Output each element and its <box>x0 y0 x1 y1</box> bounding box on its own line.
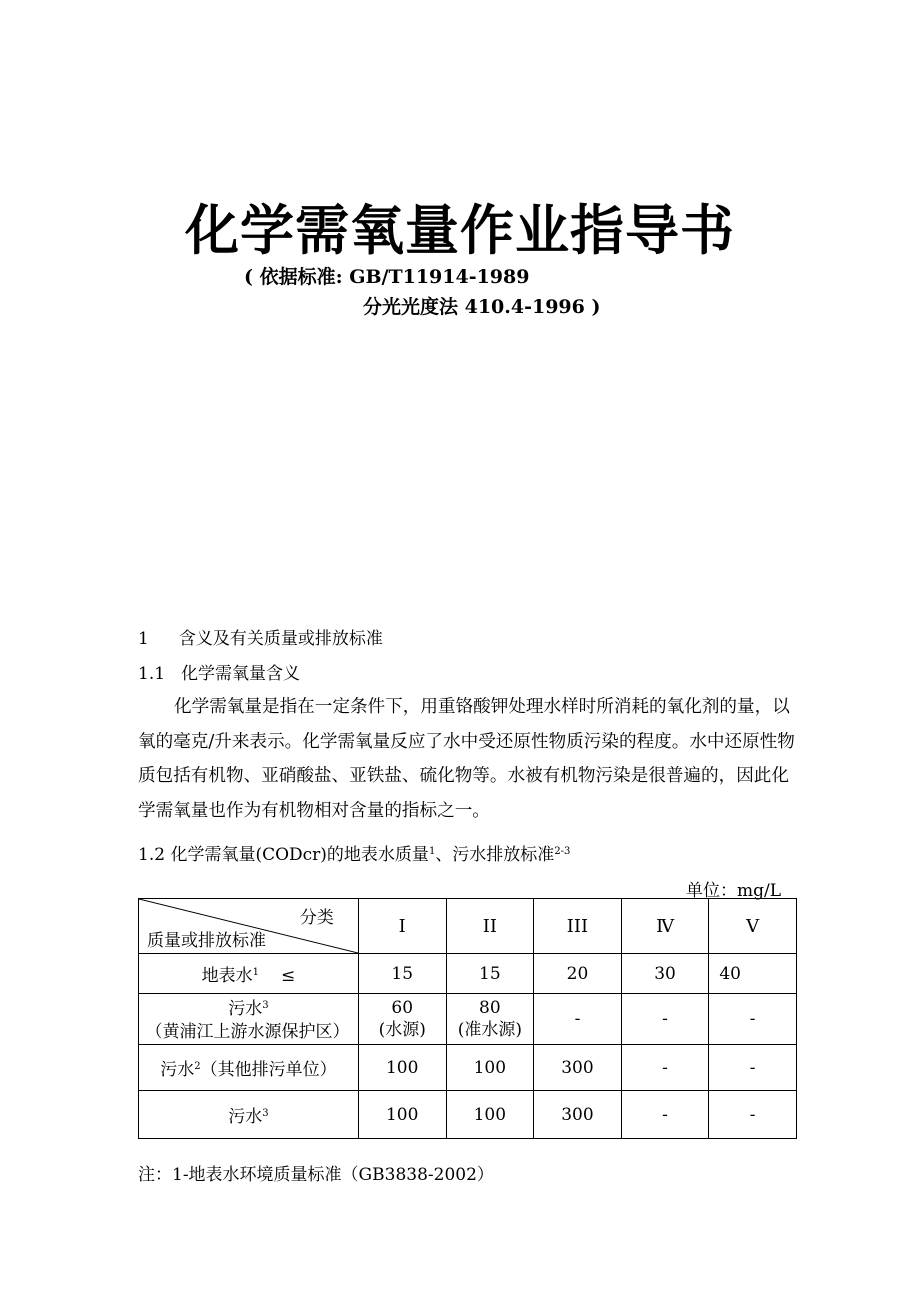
section-1-2-text: 1.2 化学需氧量(CODcr)的地表水质量 <box>138 845 429 865</box>
table-cell: 60 (水源) <box>358 994 446 1045</box>
table-cell: 100 <box>446 1045 534 1091</box>
page-title: 化学需氧量作业指导书 <box>185 199 735 262</box>
section-1-1-title: 化学需氧量含义 <box>181 664 301 684</box>
table-row <box>139 1045 797 1091</box>
row-label-sup: 3 <box>262 1108 269 1119</box>
column-header-1: I <box>358 899 446 954</box>
table-header-row <box>139 899 797 954</box>
table-cell: 20 <box>534 954 622 994</box>
table-cell: 100 <box>358 1045 446 1091</box>
section-1-heading <box>138 624 383 649</box>
table-cell: - <box>621 1045 709 1091</box>
table-cell: - <box>621 1091 709 1139</box>
table-cell: - <box>709 1045 797 1091</box>
section-1-1-heading <box>138 659 300 684</box>
column-header-5: V <box>709 899 797 954</box>
table-footnote: 注：1-地表水环境质量标准（GB3838-2002） <box>138 1165 494 1185</box>
row-label-text: 地表水 <box>201 966 253 986</box>
row-label <box>139 1091 359 1139</box>
table-cell: - <box>709 994 797 1045</box>
section-1-number: 1 <box>138 629 149 649</box>
column-header-4: Ⅳ <box>621 899 709 954</box>
section-1-title: 含义及有关质量或排放标准 <box>178 629 383 649</box>
header-category-label: 分类 <box>299 908 334 928</box>
table-cell: 300 <box>534 1045 622 1091</box>
column-header-2: II <box>446 899 534 954</box>
row-label-text: 污水 <box>160 1060 195 1080</box>
row-label-sup: 2 <box>194 1061 201 1072</box>
row-label-suffix: ≤ <box>281 966 296 986</box>
row-label-text: 污水 <box>228 999 263 1019</box>
table-cell: 100 <box>446 1091 534 1139</box>
table-cell: 15 <box>358 954 446 994</box>
column-header-3: III <box>534 899 622 954</box>
section-1-2-sup1: 1 <box>428 846 436 857</box>
table-row <box>139 994 797 1045</box>
row-label-text: 污水 <box>228 1107 263 1127</box>
table-cell: 80 (准水源) <box>446 994 534 1045</box>
table-cell: 100 <box>358 1091 446 1139</box>
definition-paragraph-text: 化学需氧量是指在一定条件下，用重铬酸钾处理水样时所消耗的氧化剂的量，以氧的毫克/升来表示。化学需氧量反应了水中受还原性物质污染的程度。水中还原性物质包括有机物、亚硝酸盐、亚铁盐、硫化物等。水被有机物污染是很普遍的，因此化学需氧量也作为有机物相对含量的指标之一。 <box>138 697 795 821</box>
section-1-2-mid: 、污水排放标准 <box>435 845 555 865</box>
row-label-suffix: （其他排污单位） <box>200 1060 337 1080</box>
section-1-1-number: 1.1 <box>138 664 166 684</box>
row-label <box>139 1045 359 1091</box>
table-cell: 15 <box>446 954 534 994</box>
standard-basis-line2: 分光光度法 410.4-1996 ) <box>363 296 601 318</box>
row-label-sup: 1 <box>252 967 260 978</box>
row-label-suffix: （黄浦江上游水源保护区） <box>145 1022 350 1042</box>
row-label <box>139 994 359 1045</box>
row-label <box>139 954 359 994</box>
table-cell: - <box>621 994 709 1045</box>
table-row <box>139 954 797 994</box>
table-cell: 40 <box>709 954 797 994</box>
row-label-sup: 3 <box>262 1000 269 1011</box>
definition-paragraph <box>138 690 798 828</box>
section-1-2-sup2: 2-3 <box>554 846 571 857</box>
table-cell: - <box>534 994 622 1045</box>
table-cell: - <box>709 1091 797 1139</box>
table-row <box>139 1091 797 1139</box>
standard-basis-line1: ( 依据标准: GB/T11914-1989 <box>244 266 530 288</box>
table-cell: 30 <box>621 954 709 994</box>
standards-table <box>138 898 797 1139</box>
section-1-2-heading <box>138 840 570 865</box>
header-standard-label: 质量或排放标准 <box>147 931 266 951</box>
table-cell: 300 <box>534 1091 622 1139</box>
table-diagonal-header-cell <box>139 899 359 954</box>
unit-label: 单位：mg/L <box>686 881 782 901</box>
